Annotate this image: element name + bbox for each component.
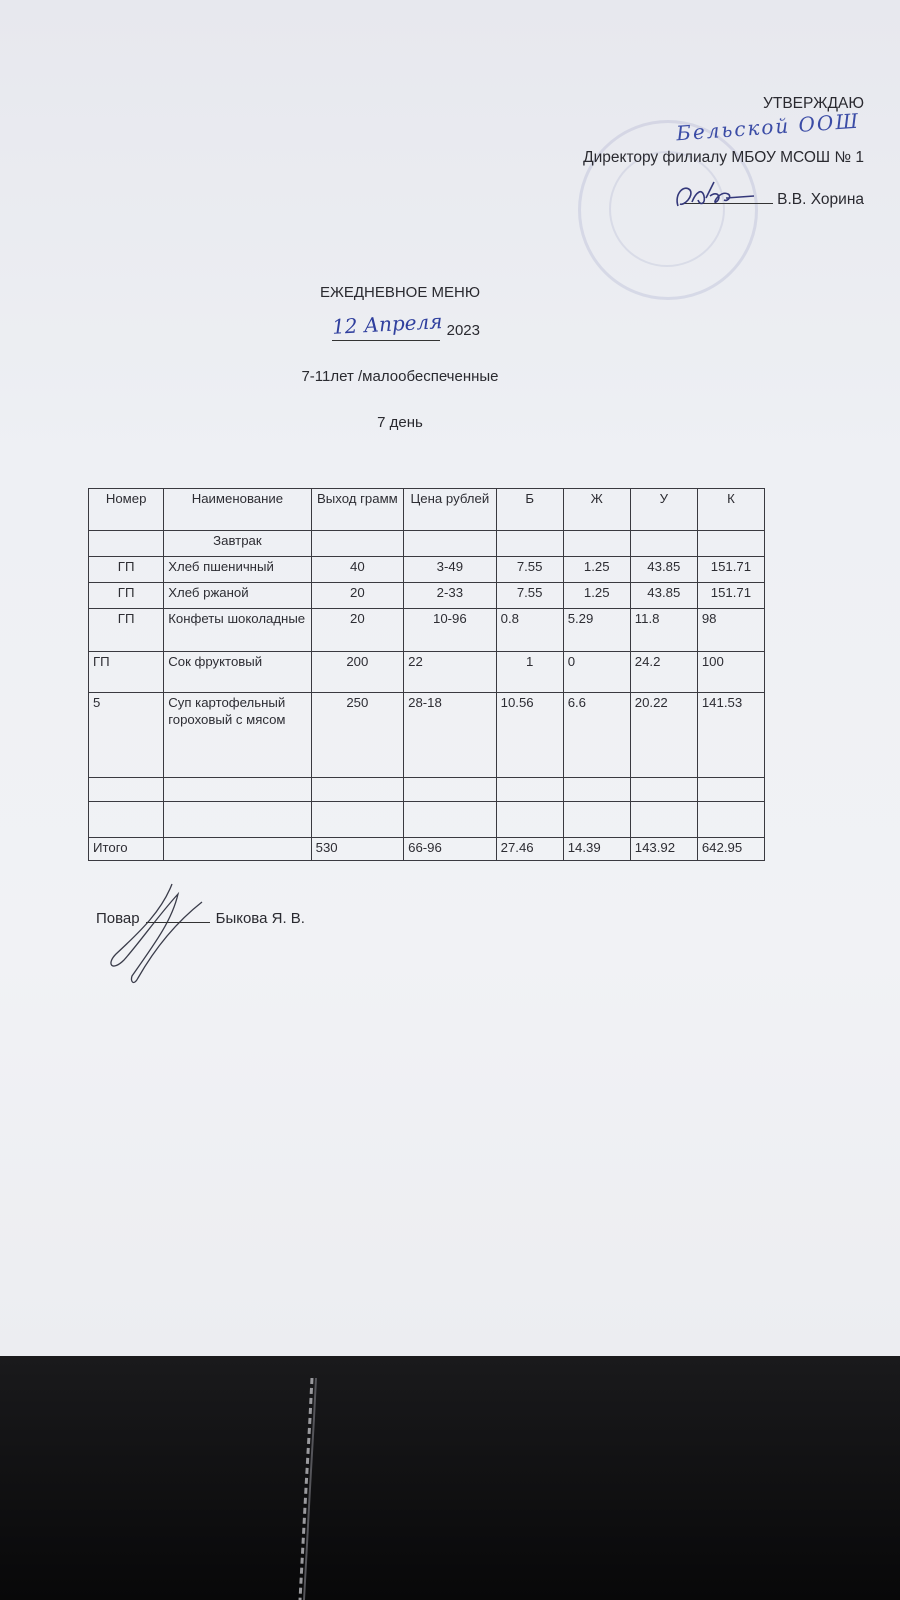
total-row [89, 838, 765, 861]
handwritten-school: Бельской ООШ [675, 108, 861, 146]
approval-signatory: В.В. Хорина [777, 191, 864, 208]
cell-protein: 1 [496, 652, 563, 693]
cell-carbs: 11.8 [630, 609, 697, 652]
cell-number: ГП [89, 583, 164, 609]
total-carbs: 143.92 [630, 838, 697, 861]
cell-number: 5 [89, 693, 164, 778]
empty-row [89, 802, 765, 838]
total-kcal: 642.95 [697, 838, 764, 861]
total-price: 66-96 [404, 838, 497, 861]
table-row [89, 557, 765, 583]
approval-heading: УТВЕРЖДАЮ [763, 95, 864, 112]
cell-price: 10-96 [404, 609, 497, 652]
cook-signature [102, 880, 222, 990]
section-row [89, 531, 765, 557]
cell-price: 3-49 [404, 557, 497, 583]
cook-line [96, 910, 305, 927]
handwritten-date: 12 Апреля [331, 309, 444, 339]
cook-label: Повар [96, 910, 140, 927]
director-signature [670, 176, 762, 220]
total-label: Итого [89, 838, 164, 861]
cell-fat: 1.25 [563, 557, 630, 583]
age-category: 7-11лет /малообеспеченные [301, 368, 499, 385]
cell-name: Сок фруктовый [164, 652, 311, 693]
total-weight: 530 [311, 838, 404, 861]
cell-number: ГП [89, 652, 164, 693]
table-header-row [89, 489, 765, 531]
cell-weight: 250 [311, 693, 404, 778]
cell-weight: 20 [311, 609, 404, 652]
header-cell: К [697, 489, 764, 531]
table-row [89, 693, 765, 778]
cell-carbs: 24.2 [630, 652, 697, 693]
cell-protein: 0.8 [496, 609, 563, 652]
total-protein: 27.46 [496, 838, 563, 861]
cell-carbs: 43.85 [630, 557, 697, 583]
cell-weight: 200 [311, 652, 404, 693]
date-underline [332, 340, 440, 341]
cell-kcal: 141.53 [697, 693, 764, 778]
header-cell: У [630, 489, 697, 531]
menu-table [88, 488, 765, 861]
cell-name: Хлеб пшеничный [164, 557, 311, 583]
table-row [89, 609, 765, 652]
cell-number: ГП [89, 609, 164, 652]
cell-protein: 7.55 [496, 583, 563, 609]
cell-fat: 6.6 [563, 693, 630, 778]
cell-kcal: 98 [697, 609, 764, 652]
table-row [89, 652, 765, 693]
cell-price: 28-18 [404, 693, 497, 778]
cook-name: Быкова Я. В. [215, 910, 305, 927]
header-cell: Ж [563, 489, 630, 531]
cell-kcal: 100 [697, 652, 764, 693]
cell-kcal: 151.71 [697, 557, 764, 583]
cell-fat: 5.29 [563, 609, 630, 652]
table-row [89, 583, 765, 609]
day-number: 7 день [377, 414, 423, 431]
cell-price: 22 [404, 652, 497, 693]
cell-carbs: 20.22 [630, 693, 697, 778]
header-cell: Выход грамм [311, 489, 404, 531]
document-title: ЕЖЕДНЕВНОЕ МЕНЮ [319, 284, 481, 301]
cell-name: Суп картофельный гороховый с мясом [164, 693, 311, 778]
cell-fat: 0 [563, 652, 630, 693]
dark-background [0, 1356, 900, 1600]
cell-price: 2-33 [404, 583, 497, 609]
cell-weight: 20 [311, 583, 404, 609]
cell-carbs: 43.85 [630, 583, 697, 609]
header-cell: Наименование [164, 489, 311, 531]
approval-position: Директору филиалу МБОУ МСОШ № 1 [583, 149, 864, 166]
cell-number: ГП [89, 557, 164, 583]
section-label: Завтрак [164, 531, 311, 557]
cell-weight: 40 [311, 557, 404, 583]
cell-name: Конфеты шоколадные [164, 609, 311, 652]
approval-block [583, 95, 864, 208]
empty-row [89, 778, 765, 802]
cell-protein: 10.56 [496, 693, 563, 778]
cell-kcal: 151.71 [697, 583, 764, 609]
header-cell: Номер [89, 489, 164, 531]
cell-protein: 7.55 [496, 557, 563, 583]
total-name [164, 838, 311, 861]
header-cell: Б [496, 489, 563, 531]
zipper [288, 1378, 322, 1600]
cell-fat: 1.25 [563, 583, 630, 609]
header-cell: Цена рублей [404, 489, 497, 531]
cell-name: Хлеб ржаной [164, 583, 311, 609]
total-fat: 14.39 [563, 838, 630, 861]
date-year: 2023 [446, 322, 480, 339]
